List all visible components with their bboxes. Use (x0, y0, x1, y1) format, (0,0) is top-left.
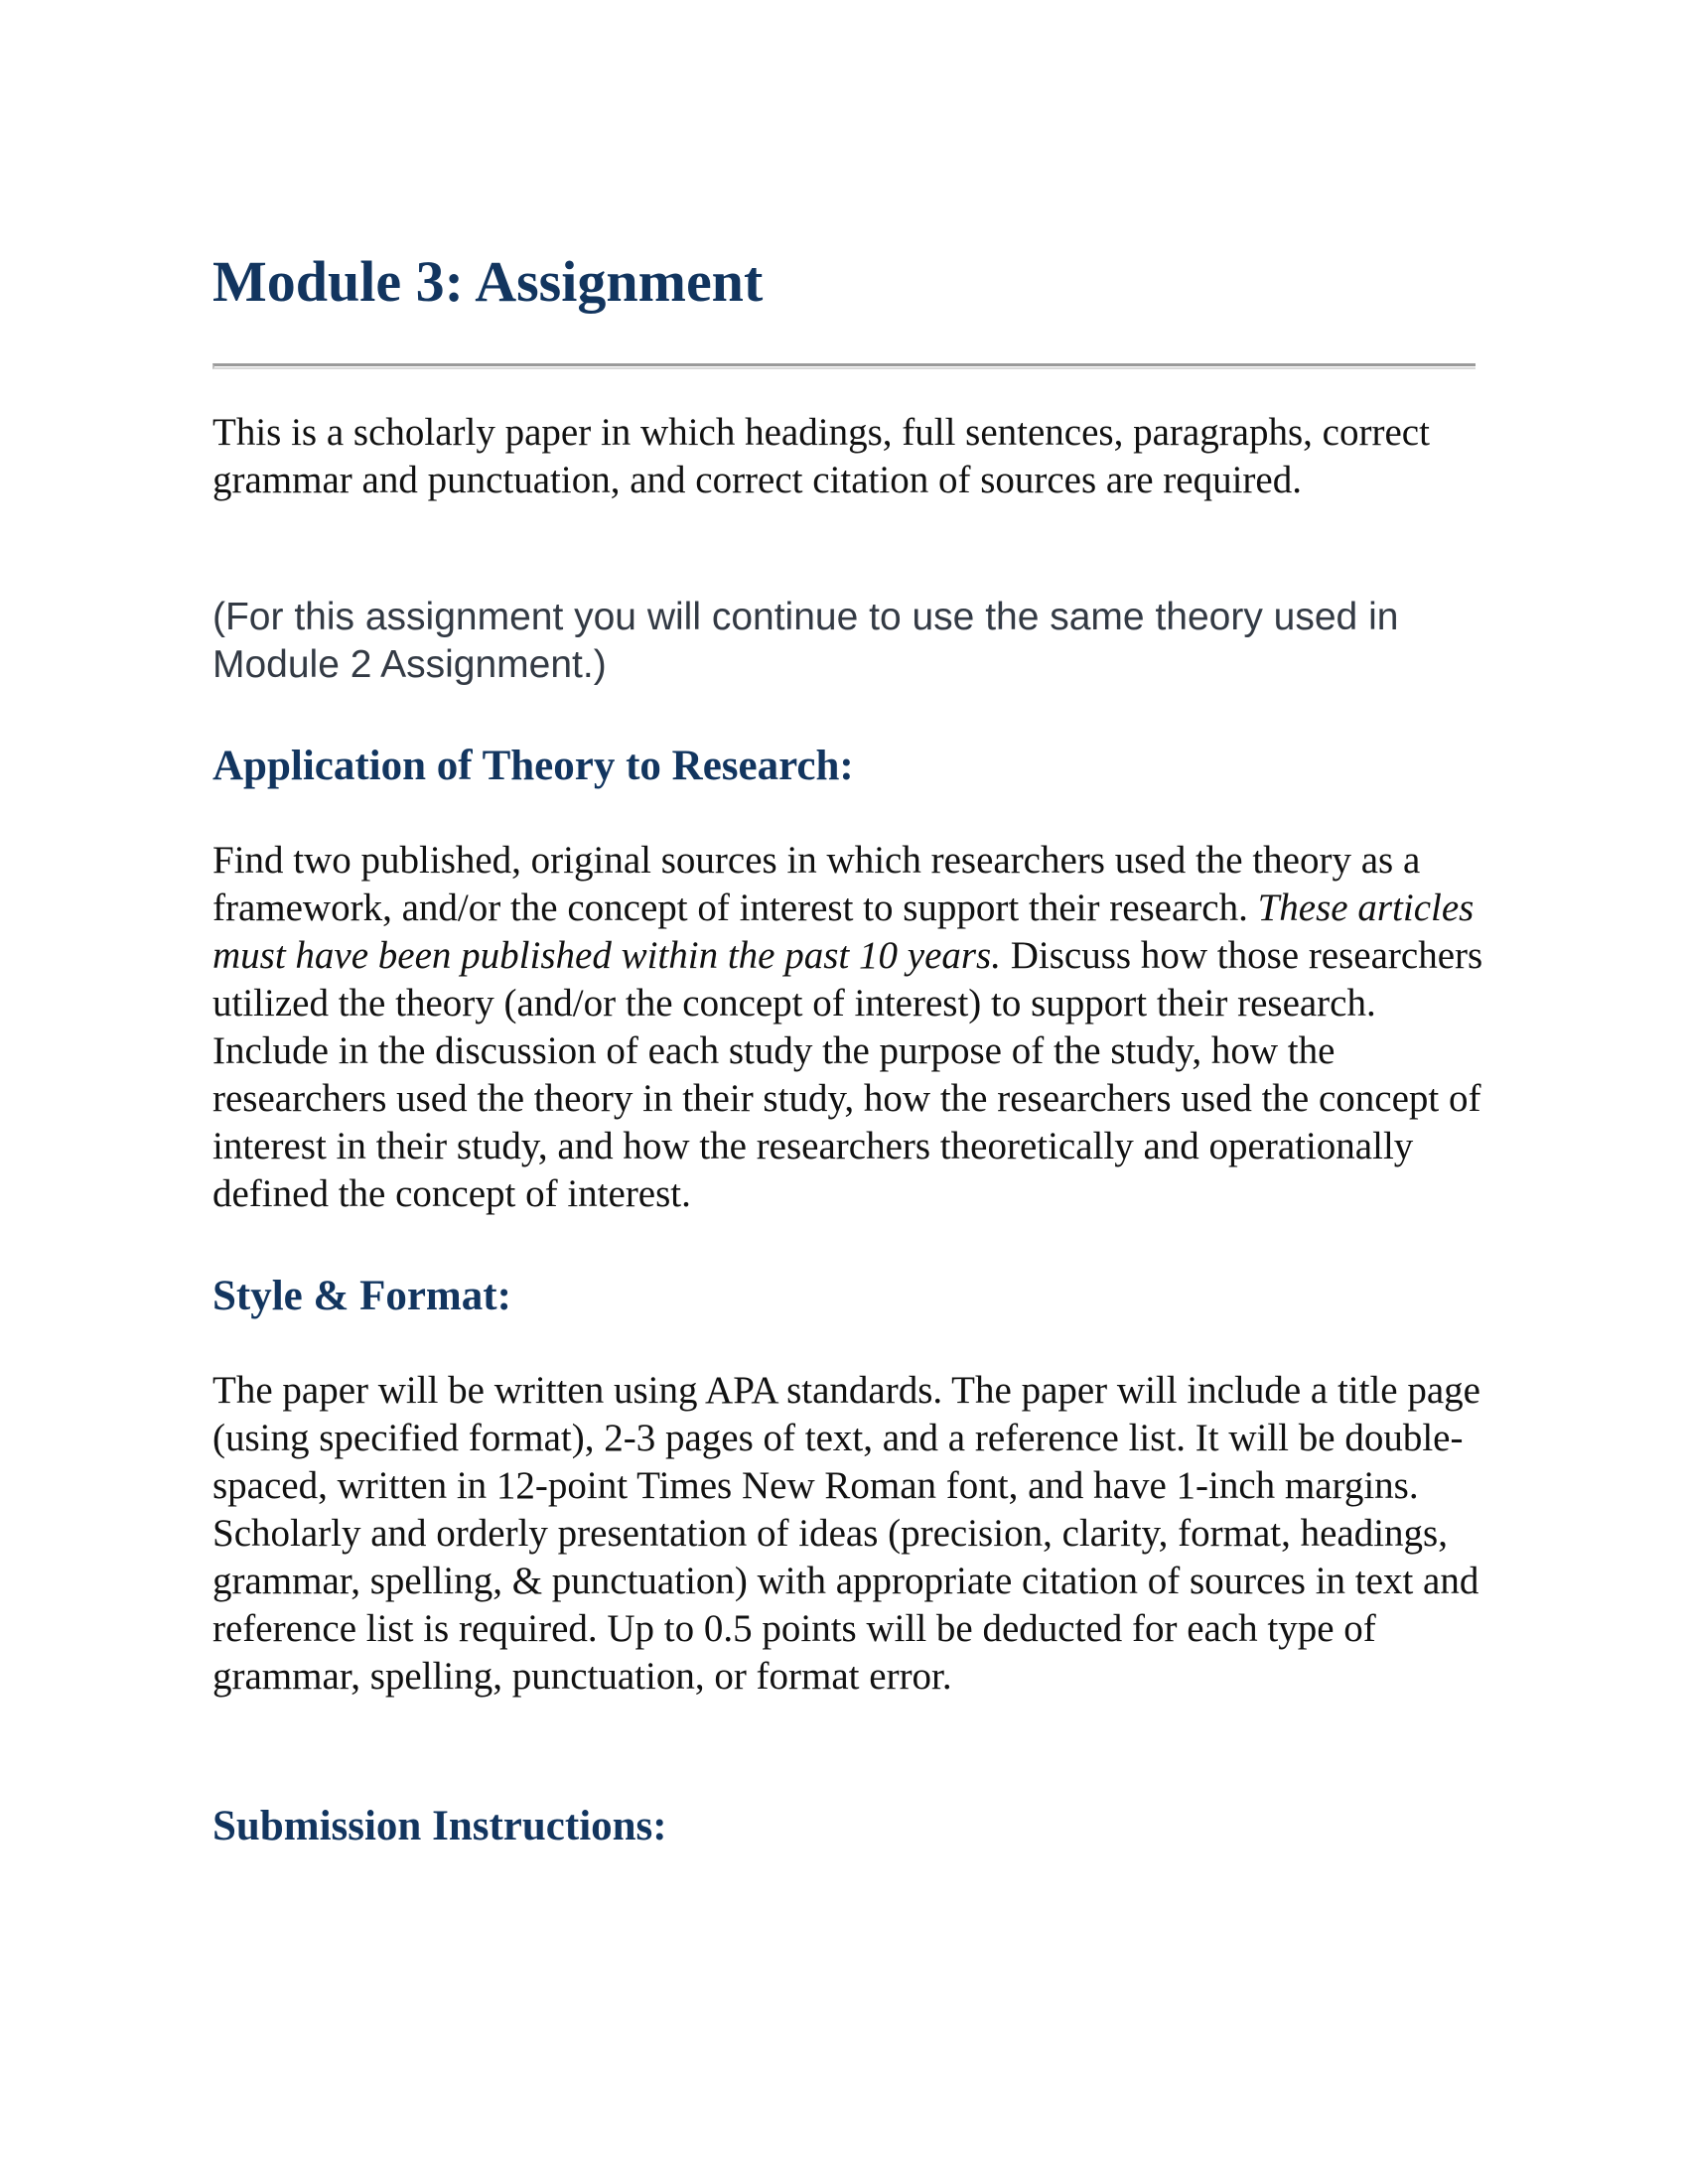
section-heading-submission: Submission Instructions: (212, 1803, 667, 1849)
application-paragraph (212, 837, 1483, 1218)
application-text-emphasis: These articles must have been published within the past 10 years. (212, 887, 1475, 977)
horizontal-divider (212, 363, 1476, 369)
application-text-end: Discuss how those researchers utilized the theory (and/or the concept of interest) to support their research. Include in the discussion of each study the purpose of the study, how the researchers used the theory in their study, how the researchers used the concept of interest in their study, and how the researchers theoretically and operationally defined the concept of interest. (212, 934, 1483, 1215)
intro-paragraph: This is a scholarly paper in which headings, full sentences, paragraphs, correct grammar and punctuation, and correct citation of sources are required. (212, 411, 1430, 501)
note-paragraph: (For this assignment you will continue to use the same theory used in Module 2 Assignment.) (212, 596, 1399, 686)
page-title: Module 3: Assignment (212, 249, 764, 314)
application-text-start: Find two published, original sources in which researchers used the theory as a framework, and/or the concept of interest to support their research. (212, 839, 1421, 929)
section-heading-application: Application of Theory to Research: (212, 743, 854, 789)
section-heading-style-format: Style & Format: (212, 1273, 511, 1319)
style-format-paragraph: The paper will be written using APA standards. The paper will include a title page (using specified format), 2-3 pages of text, and a reference list. It will be double-spaced, written in 12-point Times New Roman font, and have 1-inch margins. Scholarly and orderly presentation of ideas (precision, clarity, format, headings, grammar, spelling, & punctuation) with appropriate citation of sources in text and reference list is required. Up to 0.5 points will be deducted for each type of grammar, spelling, punctuation, or format error. (212, 1369, 1480, 1698)
